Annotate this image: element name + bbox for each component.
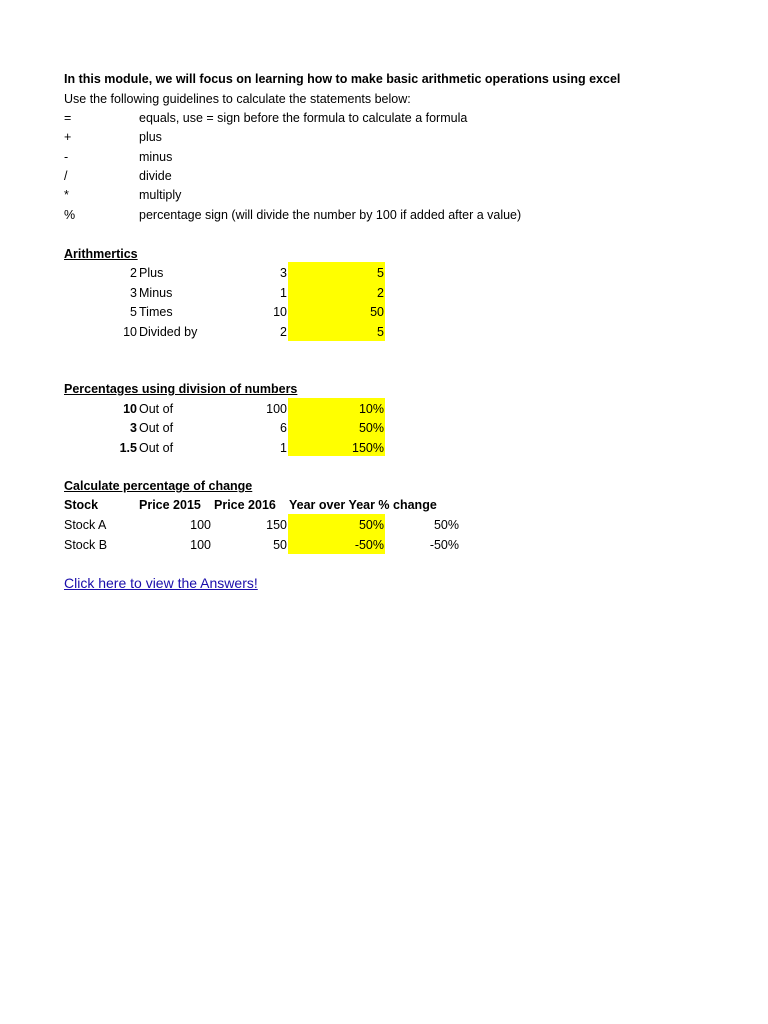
numerator: 1.5 [119, 441, 137, 455]
operator-label: Divided by [139, 325, 198, 339]
result-cell[interactable]: 50% [358, 518, 384, 532]
result-cell[interactable]: 2 [377, 286, 384, 300]
result-cell[interactable]: -50% [354, 538, 384, 552]
price-2016: 150 [266, 518, 287, 532]
denominator: 1 [280, 441, 287, 455]
operand-a: 2 [130, 266, 137, 280]
result-cell[interactable]: 5 [377, 266, 384, 280]
result-cell[interactable]: 50 [370, 305, 384, 319]
operand-b: 1 [280, 286, 287, 300]
percentages-heading: Percentages using division of numbers [64, 382, 298, 396]
price-2015: 100 [190, 538, 211, 552]
guideline-desc: plus [139, 130, 162, 144]
arithmetic-heading: Arithmertics [64, 247, 138, 261]
operand-a: 3 [130, 286, 137, 300]
answer-value: 50% [433, 518, 459, 532]
guideline-symbol: = [64, 111, 72, 125]
guideline-desc: multiply [139, 188, 182, 202]
guideline-symbol: + [64, 130, 72, 144]
operator-label: Plus [139, 266, 164, 280]
view-answers-link[interactable]: Click here to view the Answers! [64, 575, 258, 591]
result-cell[interactable]: 150% [352, 441, 384, 455]
numerator: 3 [130, 421, 137, 435]
guideline-symbol: % [64, 208, 76, 222]
operand-a: 5 [130, 305, 137, 319]
guideline-symbol: - [64, 150, 69, 164]
denominator: 100 [266, 402, 287, 416]
operand-b: 10 [273, 305, 287, 319]
operator-label: Out of [139, 421, 174, 435]
stock-name: Stock A [64, 518, 107, 532]
guidelines-intro: Use the following guidelines to calculate the statements below: [64, 92, 411, 106]
module-title: In this module, we will focus on learning how to make basic arithmetic operations using excel [64, 72, 621, 86]
guideline-symbol: * [64, 188, 69, 202]
denominator: 6 [280, 421, 287, 435]
guideline-desc: divide [139, 169, 172, 183]
operand-b: 3 [280, 266, 287, 280]
change-heading: Calculate percentage of change [64, 479, 253, 493]
guideline-symbol: / [64, 169, 68, 183]
result-cell[interactable]: 50% [358, 421, 384, 435]
operator-label: Out of [139, 402, 174, 416]
operand-b: 2 [280, 325, 287, 339]
result-cell[interactable]: 10% [358, 402, 384, 416]
column-header-price-2016: Price 2016 [214, 498, 276, 512]
operator-label: Out of [139, 441, 174, 455]
price-2016: 50 [273, 538, 287, 552]
operator-label: Minus [139, 286, 173, 300]
column-header-stock: Stock [64, 498, 99, 512]
numerator: 10 [123, 402, 137, 416]
operator-label: Times [139, 305, 173, 319]
price-2015: 100 [190, 518, 211, 532]
answer-value: -50% [429, 538, 459, 552]
column-header-yoy-change: Year over Year % change [289, 498, 437, 512]
stock-name: Stock B [64, 538, 108, 552]
guideline-desc: minus [139, 150, 173, 164]
guideline-desc: percentage sign (will divide the number by 100 if added after a value) [139, 208, 522, 222]
column-header-price-2015: Price 2015 [139, 498, 201, 512]
operand-a: 10 [123, 325, 137, 339]
result-cell[interactable]: 5 [377, 325, 384, 339]
guideline-desc: equals, use = sign before the formula to calculate a formula [139, 111, 468, 125]
